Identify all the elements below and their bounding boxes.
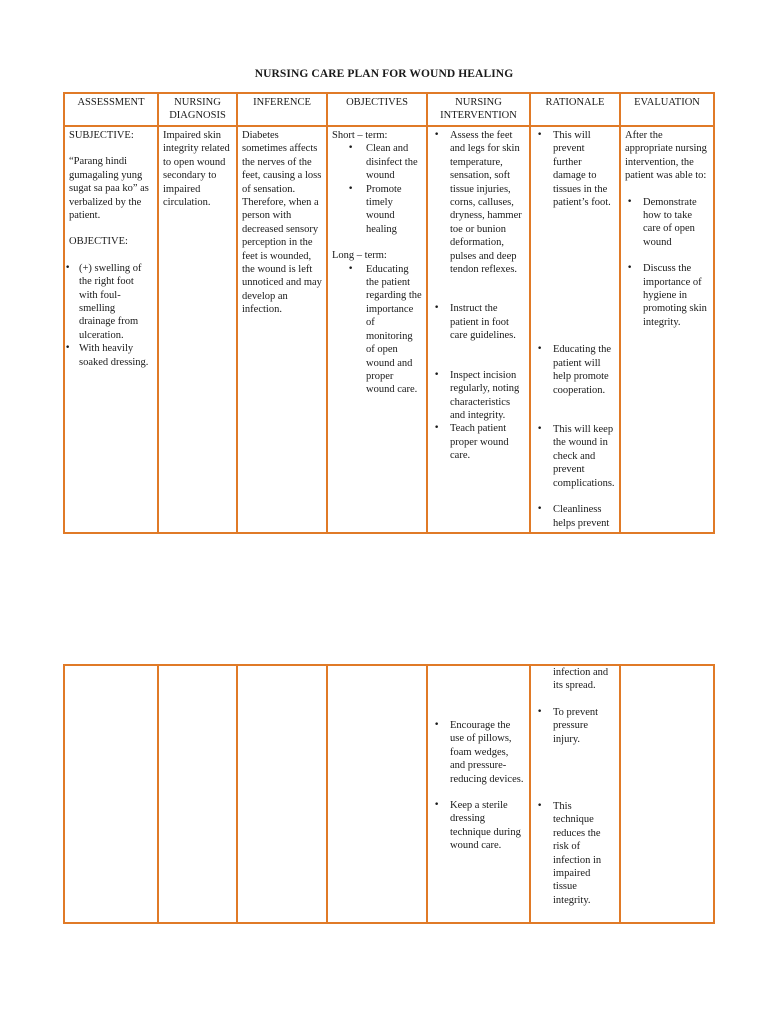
rationale-cell	[530, 126, 620, 533]
header-evaluation: EVALUATION	[620, 93, 714, 126]
list-item: • To prevent pressure injury.	[535, 706, 615, 746]
intervention-list-continued	[432, 719, 525, 853]
evaluation-cell-continued	[620, 665, 714, 923]
objectives-cell-continued	[327, 665, 427, 923]
objective-label: OBJECTIVE:	[69, 236, 128, 248]
header-rationale: RATIONALE	[530, 93, 620, 126]
header-assessment: ASSESSMENT	[64, 93, 158, 126]
header-nursing-intervention: NURSING INTERVENTION	[427, 93, 530, 126]
intervention-cell-continued	[427, 665, 530, 923]
rationale-list	[535, 129, 615, 530]
diagnosis-text: Impaired skin integrity related to open wound secondary to impaired circulation.	[163, 130, 230, 209]
list-item: • (+) swelling of the right foot with foul-smelling drainage from ulceration.	[65, 262, 153, 342]
list-item: • Promote timely wound healing	[332, 183, 422, 237]
header-nursing-diagnosis: NURSING DIAGNOSIS	[158, 93, 237, 126]
rationale-continuation: infection and its spread.	[553, 667, 609, 692]
list-item: • Cleanliness helps prevent	[535, 503, 615, 530]
diagnosis-cell	[158, 126, 237, 533]
list-item: • This technique reduces the risk of infection in impaired tissue integrity.	[535, 800, 615, 907]
inference-cell-continued	[237, 665, 327, 923]
assessment-cell-continued	[64, 665, 158, 923]
inference-text: Diabetes sometimes affects the nerves of the feet, causing a loss of sensation. Therefore, when a person with decreased sensory perception in the feet is wounded, the wound is left unnoticed and may develop an infection.	[242, 130, 322, 316]
list-item: • With heavily soaked dressing.	[65, 342, 153, 369]
page-title: NURSING CARE PLAN FOR WOUND HEALING	[254, 68, 514, 80]
objective-list	[69, 262, 153, 369]
intervention-cell	[427, 126, 530, 533]
long-term-label: Long – term:	[332, 250, 387, 262]
list-item: • Discuss the importance of hygiene in promoting skin integrity.	[625, 262, 709, 329]
short-term-label: Short – term:	[332, 130, 388, 141]
list-item: • Demonstrate how to take care of open wound	[625, 196, 709, 250]
evaluation-intro: After the appropriate nursing intervention, the patient was able to:	[625, 130, 707, 182]
rationale-cell-continued	[530, 665, 620, 923]
header-objectives: OBJECTIVES	[327, 93, 427, 126]
assessment-cell	[64, 126, 158, 533]
list-item: • Keep a sterile dressing technique during wound care.	[432, 799, 525, 853]
care-plan-table-continued	[63, 664, 715, 924]
objectives-cell	[327, 126, 427, 533]
subjective-quote: “Parang hindi gumagaling yung sugat sa paa ko” as verbalized by the patient.	[69, 156, 149, 222]
rationale-list-continued	[535, 706, 615, 907]
care-plan-table	[63, 92, 715, 534]
list-item: • Clean and disinfect the wound	[332, 142, 422, 182]
long-term-list	[332, 263, 422, 397]
list-item: • Educating the patient will help promote cooperation.	[535, 343, 615, 397]
list-item: • Teach patient proper wound care.	[432, 422, 525, 462]
short-term-list	[332, 142, 422, 236]
list-item: • Inspect incision regularly, noting characteristics and integrity.	[432, 369, 525, 423]
diagnosis-cell-continued	[158, 665, 237, 923]
header-inference: INFERENCE	[237, 93, 327, 126]
list-item: • Instruct the patient in foot care guidelines.	[432, 302, 525, 342]
list-item: • This will keep the wound in check and prevent complications.	[535, 423, 615, 490]
list-item: • Educating the patient regarding the importance of monitoring of open wound and proper wound care.	[332, 263, 422, 397]
list-item: • Assess the feet and legs for skin temperature, sensation, soft tissue injuries, corns, calluses, dryness, hammer toe or bunion deformation, pulses and deep tendon reflexes.	[432, 129, 525, 276]
list-item: • This will prevent further damage to tissues in the patient’s foot.	[535, 129, 615, 209]
table-row	[64, 665, 714, 923]
list-item: • Encourage the use of pillows, foam wedges, and pressure-reducing devices.	[432, 719, 525, 786]
subjective-label: SUBJECTIVE:	[69, 130, 134, 141]
intervention-list	[432, 129, 525, 463]
table-row	[64, 126, 714, 533]
inference-cell	[237, 126, 327, 533]
evaluation-cell	[620, 126, 714, 533]
header-row	[64, 93, 714, 126]
evaluation-list	[625, 196, 709, 330]
